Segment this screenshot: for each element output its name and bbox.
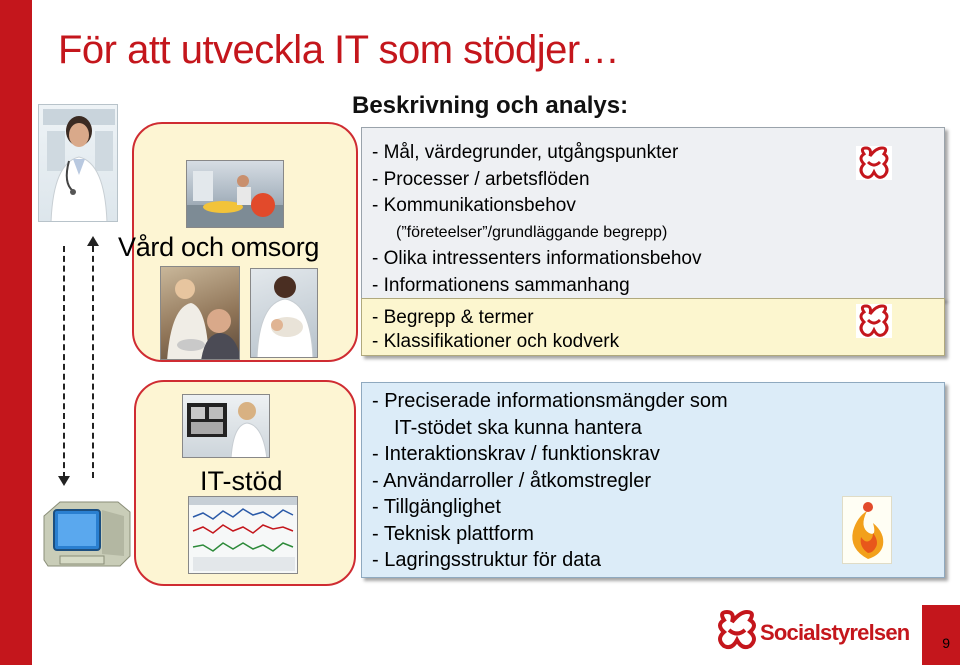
slide-subtitle: Beskrivning och analys: (352, 92, 629, 119)
list-item: - Informationens sammanhang (372, 274, 630, 296)
flame-logo-icon (842, 496, 892, 564)
left-accent-bar (0, 0, 32, 665)
socialstyrelsen-logo-icon (856, 304, 892, 338)
footer-accent-strip (0, 607, 32, 665)
list-item: (”företeelser”/grundläggande begrepp) (396, 223, 668, 241)
requirements-list (372, 388, 728, 574)
nurse-care-photo (160, 266, 240, 360)
list-item: - Kommunikationsbehov (372, 195, 576, 216)
analysis-list (372, 140, 701, 299)
radiology-workstation-photo (182, 394, 270, 458)
list-item: - Olika intressenters informationsbehov (372, 248, 702, 269)
list-item: - Interaktionskrav / funktionskrav (372, 443, 660, 465)
terms-list (372, 306, 619, 354)
list-item: - Preciserade informationsmängder som (372, 390, 728, 412)
list-item: - Mål, värdegrunder, utgångspunkter (372, 142, 679, 163)
brand-name: Socialstyrelsen (760, 620, 910, 645)
list-item: IT-stödet ska kunna hantera (394, 416, 642, 439)
patient-chart-screenshot (188, 496, 298, 574)
list-item: - Klassifikationer och kodverk (372, 331, 620, 352)
list-item: - Teknisk plattform (372, 522, 534, 545)
list-item: - Tillgänglighet (372, 496, 501, 518)
slide-title: För att utveckla IT som stödjer… (58, 28, 620, 72)
computer-icon (40, 496, 138, 570)
list-item: - Processer / arbetsflöden (372, 168, 590, 190)
list-item: - Användarroller / åtkomstregler (372, 469, 652, 492)
page-number-box (922, 605, 960, 665)
arrow-down (58, 236, 70, 486)
list-item: - Begrepp & termer (372, 307, 534, 328)
it-label: IT-stöd (200, 466, 283, 496)
list-item: - Lagringsstruktur för data (372, 549, 601, 571)
care-label: Vård och omsorg (118, 232, 320, 262)
rehab-photo (186, 160, 284, 228)
page-number: 9 (942, 635, 950, 651)
nurse-with-baby-photo (250, 268, 318, 358)
socialstyrelsen-logo-icon (856, 146, 892, 180)
doctor-photo (38, 104, 118, 222)
arrow-up (87, 236, 99, 486)
